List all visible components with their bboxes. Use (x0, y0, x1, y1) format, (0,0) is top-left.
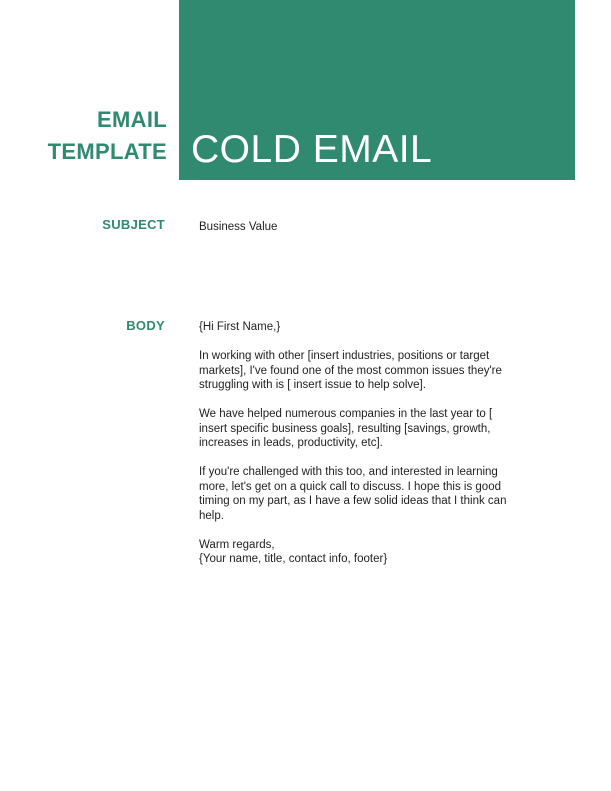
subject-value: Business Value (199, 221, 278, 233)
body-label: BODY (126, 318, 165, 333)
template-label-email: EMAIL (97, 107, 167, 132)
template-label-template: TEMPLATE (47, 139, 167, 164)
subject-label: SUBJECT (102, 217, 165, 232)
body-signature: {Your name, title, contact info, footer} (199, 553, 388, 565)
body-paragraph-3: If you're challenged with this too, and interested in learning more, let's get on a quick call to discuss. I hope this is good timing on my part, as I have a few solid ideas that I think can help. (199, 466, 507, 522)
body-closing: Warm regards, (199, 538, 275, 551)
body-greeting: {Hi First Name,} (199, 321, 281, 333)
body-paragraph-2: We have helped numerous companies in the last year to [ insert specific business goals], resulting [savings, growth, increases in leads, productivity, etc]. (199, 408, 493, 449)
email-body (199, 320, 564, 567)
body-paragraph-1: In working with other [insert industries, positions or target markets], I've found one of the most common issues they're struggling with is [ insert issue to help solve]. (199, 350, 502, 391)
document-title: COLD EMAIL (191, 128, 433, 171)
